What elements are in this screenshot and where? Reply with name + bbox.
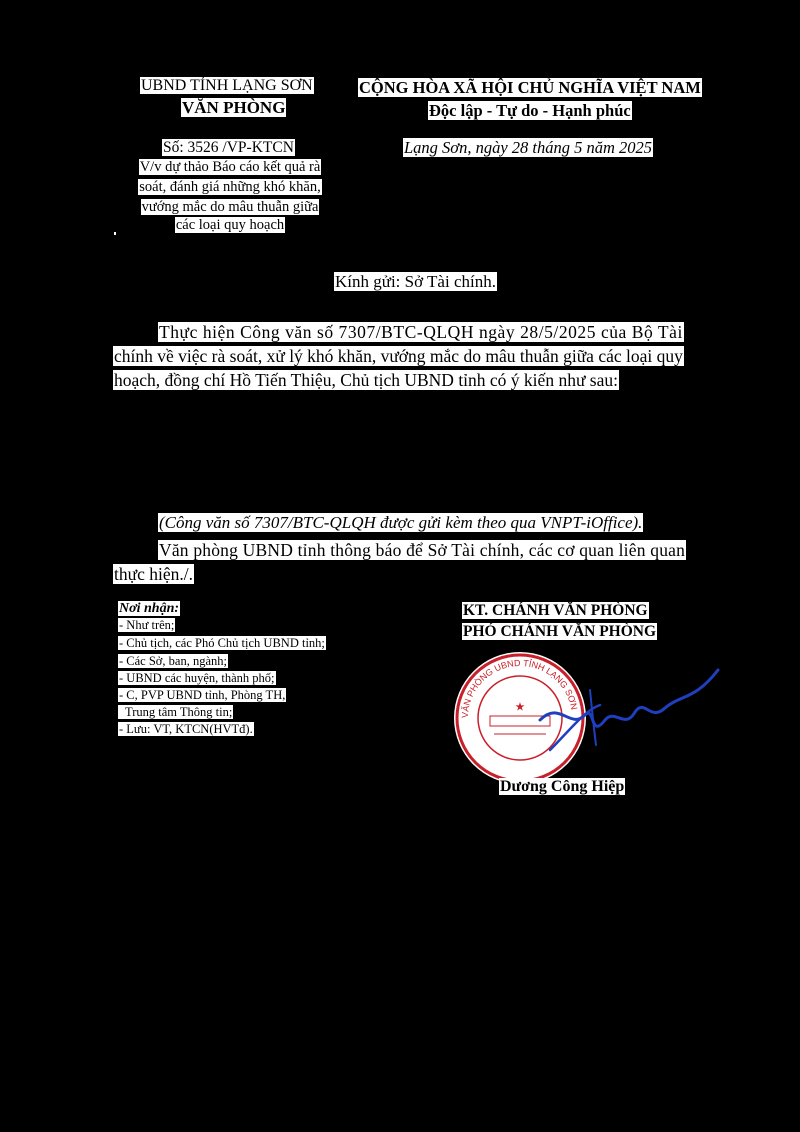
document-date: Lạng Sơn, ngày 28 tháng 5 năm 2025 [404, 138, 653, 157]
svg-text:★: ★ [515, 702, 525, 713]
stamp-text: VĂN PHÒNG UBND TỈNH LẠNG SƠN [459, 657, 580, 719]
recipient-item: - Các Sở, ban, ngành; [119, 654, 227, 668]
signature-subtitle: PHÓ CHÁNH VĂN PHÒNG [463, 623, 657, 640]
recipient-item: - C, PVP UBND tỉnh, Phòng TH, [119, 688, 286, 702]
paragraph-line: Thực hiện Công văn số 7307/BTC-QLQH ngày 28/5/2025 của Bộ Tài [159, 322, 683, 342]
national-title: CỘNG HÒA XÃ HỘI CHỦ NGHĨA VIỆT NAM [359, 78, 701, 97]
scan-mark [114, 232, 116, 235]
subject-line: soát, đánh giá những khó khăn, [139, 179, 321, 195]
attachment-note: (Công văn số 7307/BTC-QLQH được gửi kèm theo qua VNPT-iOffice). [159, 513, 643, 532]
org-parent: UBND TỈNH LẠNG SƠN [141, 77, 313, 94]
national-motto: Độc lập - Tự do - Hạnh phúc [429, 101, 631, 120]
paragraph-line: chính về việc rà soát, xử lý khó khăn, vướng mắc do mâu thuẫn giữa các loại quy [114, 346, 683, 366]
handwritten-signature [530, 660, 730, 760]
recipient-item: - Như trên; [119, 618, 175, 632]
doc-number: Số: 3526 /VP-KTCN [163, 139, 294, 156]
recipient-line: Kính gửi: Sở Tài chính. [335, 272, 496, 291]
paragraph-line: Văn phòng UBND tỉnh thông báo để Sở Tài chính, các cơ quan liên quan [159, 540, 686, 560]
recipient-item: Trung tâm Thông tin; [119, 705, 233, 719]
recipients-title: Nơi nhận: [119, 601, 180, 616]
recipient-item: - Lưu: VT, KTCN(HVTđ). [119, 722, 253, 736]
subject-line: các loại quy hoạch [175, 217, 285, 233]
recipient-item: - UBND các huyện, thành phố; [119, 671, 275, 685]
subject-line: vướng mắc do mâu thuẫn giữa [141, 199, 319, 215]
subject-line: V/v dự thảo Báo cáo kết quả rà [139, 159, 321, 175]
signature-title: KT. CHÁNH VĂN PHÒNG [463, 602, 648, 619]
signer-name: Dương Công Hiệp [500, 778, 625, 795]
paragraph-line: thực hiện./. [114, 564, 193, 584]
recipient-item: - Chủ tịch, các Phó Chủ tịch UBND tỉnh; [119, 636, 325, 650]
paragraph-line: hoạch, đồng chí Hồ Tiến Thiệu, Chủ tịch UBND tỉnh có ý kiến như sau: [114, 370, 618, 390]
org-name: VĂN PHÒNG [182, 98, 286, 117]
